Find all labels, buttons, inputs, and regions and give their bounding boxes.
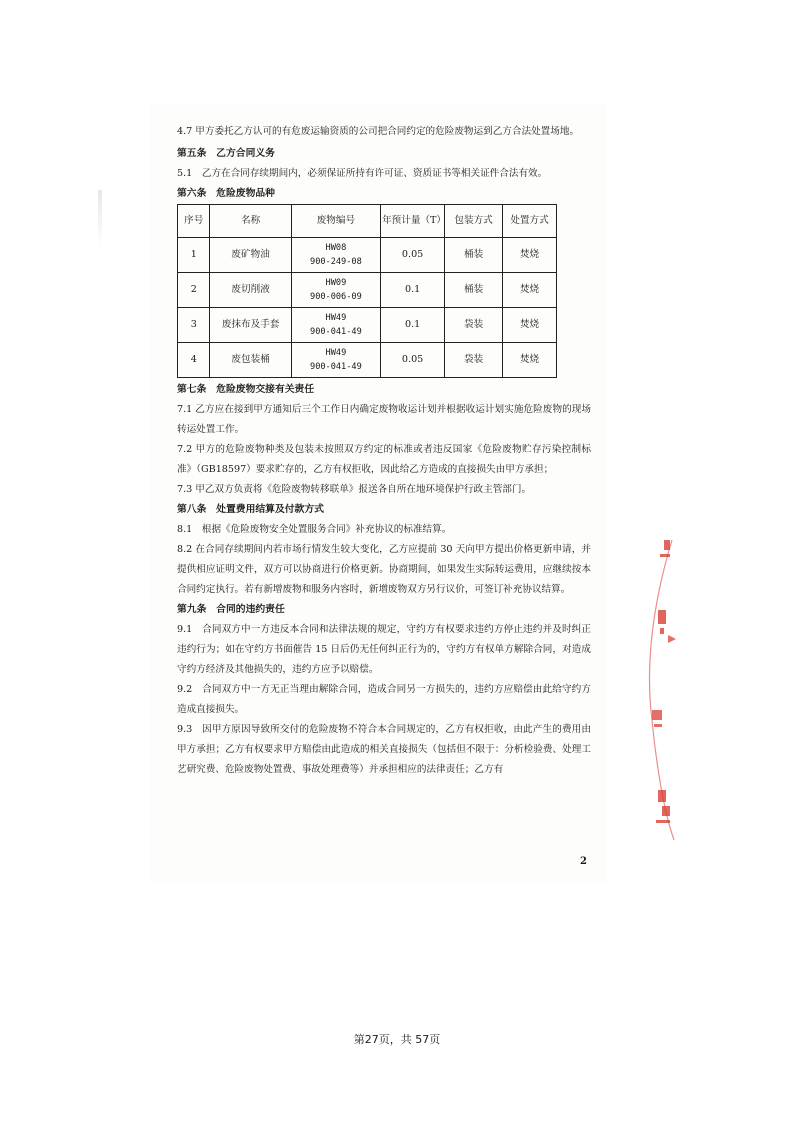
heading-article-7: 第七条 危险废物交接有关责任 bbox=[177, 384, 315, 395]
heading-article-6: 第六条 危险废物品种 bbox=[177, 188, 275, 199]
clause-7-3: 7.3 甲乙双方负责将《危险废物转移联单》报送各自所在地环境保护行政主管部门。 bbox=[177, 484, 532, 495]
cell-no: 1 bbox=[178, 238, 210, 273]
cell-name: 废矿物油 bbox=[210, 238, 291, 273]
seal-stamp-graphic bbox=[612, 520, 682, 850]
cell-disposal: 焚烧 bbox=[503, 238, 557, 273]
col-header-code: 废物编号 bbox=[291, 205, 380, 238]
cell-no: 4 bbox=[178, 343, 210, 378]
table-row bbox=[178, 308, 557, 343]
cell-code bbox=[291, 343, 380, 378]
cell-disposal: 焚烧 bbox=[503, 273, 557, 308]
table-row bbox=[178, 238, 557, 273]
code-number: 900-041-49 bbox=[310, 362, 362, 372]
cell-code bbox=[291, 308, 380, 343]
code-category: HW49 bbox=[325, 313, 347, 323]
cell-qty: 0.1 bbox=[381, 273, 445, 308]
page-footer: 第27页，共 57页 bbox=[353, 1033, 441, 1046]
cell-pack: 桶装 bbox=[445, 238, 503, 273]
cell-code bbox=[291, 273, 380, 308]
cell-disposal: 焚烧 bbox=[503, 343, 557, 378]
table-row bbox=[178, 273, 557, 308]
clause-9-3: 9.3 因甲方原因导致所交付的危险废物不符合本合同规定的，乙方有权拒收，由此产生的费用由甲方承担；乙方有权要求甲方赔偿由此造成的相关直接损失（包括但不限于：分析检验费、处理工艺研究费、危险废物处置费、事故处理费等）并承担相应的法律责任；乙方有 bbox=[177, 724, 591, 775]
cell-name: 废抹布及手套 bbox=[210, 308, 291, 343]
cell-qty: 0.05 bbox=[381, 343, 445, 378]
cell-no: 3 bbox=[178, 308, 210, 343]
heading-article-8: 第八条 处置费用结算及付款方式 bbox=[177, 504, 324, 515]
clause-8-2: 8.2 在合同存续期间内若市场行情发生较大变化，乙方应提前 30 天向甲方提出价格更新申请，并提供相应证明文件，双方可以协商进行价格更新。协商期间，如果发生实际转运费用，应继续按本合同约定执行。若有新增废物和服务内容时，新增废物双方另行议价，可签订补充协议结算。 bbox=[177, 544, 591, 595]
heading-article-5: 第五条 乙方合同义务 bbox=[177, 148, 275, 159]
cell-pack: 桶装 bbox=[445, 273, 503, 308]
col-header-disposal: 处置方式 bbox=[503, 205, 557, 238]
code-category: HW09 bbox=[325, 278, 347, 288]
clause-5-1: 5.1 乙方在合同存续期间内，必须保证所持有许可证、资质证书等相关证件合法有效。 bbox=[177, 168, 548, 179]
col-header-no: 序号 bbox=[178, 205, 210, 238]
cell-qty: 0.1 bbox=[381, 308, 445, 343]
heading-article-9: 第九条 合同的违约责任 bbox=[177, 604, 285, 615]
clause-8-1: 8.1 根据《危险废物安全处置服务合同》补充协议的标准结算。 bbox=[177, 524, 452, 535]
page-number: 2 bbox=[580, 856, 587, 867]
col-header-qty: 年预计量（T） bbox=[381, 205, 445, 238]
clause-7-2: 7.2 甲方的危险废物种类及包装未按照双方约定的标准或者违反国家《危险废物贮存污染控制标准》（GB18597）要求贮存的，乙方有权拒收，因此给乙方造成的直接损失由甲方承担； bbox=[177, 444, 591, 475]
clause-9-1: 9.1 合同双方中一方违反本合同和法律法规的规定，守约方有权要求违约方停止违约并及时纠正违约行为；如在守约方书面催告 15 日后仍无任何纠正行为的，守约方有权单方解除合同，对造成守约方经济及其他损失的，违约方应予以赔偿。 bbox=[177, 624, 591, 675]
cell-code bbox=[291, 238, 380, 273]
code-number: 900-006-09 bbox=[310, 292, 362, 302]
scan-shadow bbox=[98, 190, 102, 250]
clause-4-7: 4.7 甲方委托乙方认可的有危废运输资质的公司把合同约定的危险废物运到乙方合法处置场地。 bbox=[177, 126, 580, 137]
cell-no: 2 bbox=[178, 273, 210, 308]
clause-9-2: 9.2 合同双方中一方无正当理由解除合同，造成合同另一方损失的，违约方应赔偿由此给守约方造成直接损失。 bbox=[177, 684, 591, 715]
col-header-pack: 包装方式 bbox=[445, 205, 503, 238]
waste-table bbox=[177, 204, 557, 378]
cell-name: 废切削液 bbox=[210, 273, 291, 308]
code-number: 900-249-08 bbox=[310, 257, 362, 267]
code-category: HW49 bbox=[325, 348, 347, 358]
col-header-name: 名称 bbox=[210, 205, 291, 238]
cell-qty: 0.05 bbox=[381, 238, 445, 273]
code-number: 900-041-49 bbox=[310, 327, 362, 337]
cell-pack: 袋装 bbox=[445, 343, 503, 378]
cell-name: 废包装桶 bbox=[210, 343, 291, 378]
code-category: HW08 bbox=[325, 243, 347, 253]
table-header-row bbox=[178, 205, 557, 238]
document-body bbox=[177, 122, 591, 780]
cell-pack: 袋装 bbox=[445, 308, 503, 343]
clause-7-1: 7.1 乙方应在接到甲方通知后三个工作日内确定废物收运计划并根据收运计划实施危险废物的现场转运处置工作。 bbox=[177, 404, 591, 435]
seal-stamp bbox=[612, 520, 682, 850]
cell-disposal: 焚烧 bbox=[503, 308, 557, 343]
table-row bbox=[178, 343, 557, 378]
